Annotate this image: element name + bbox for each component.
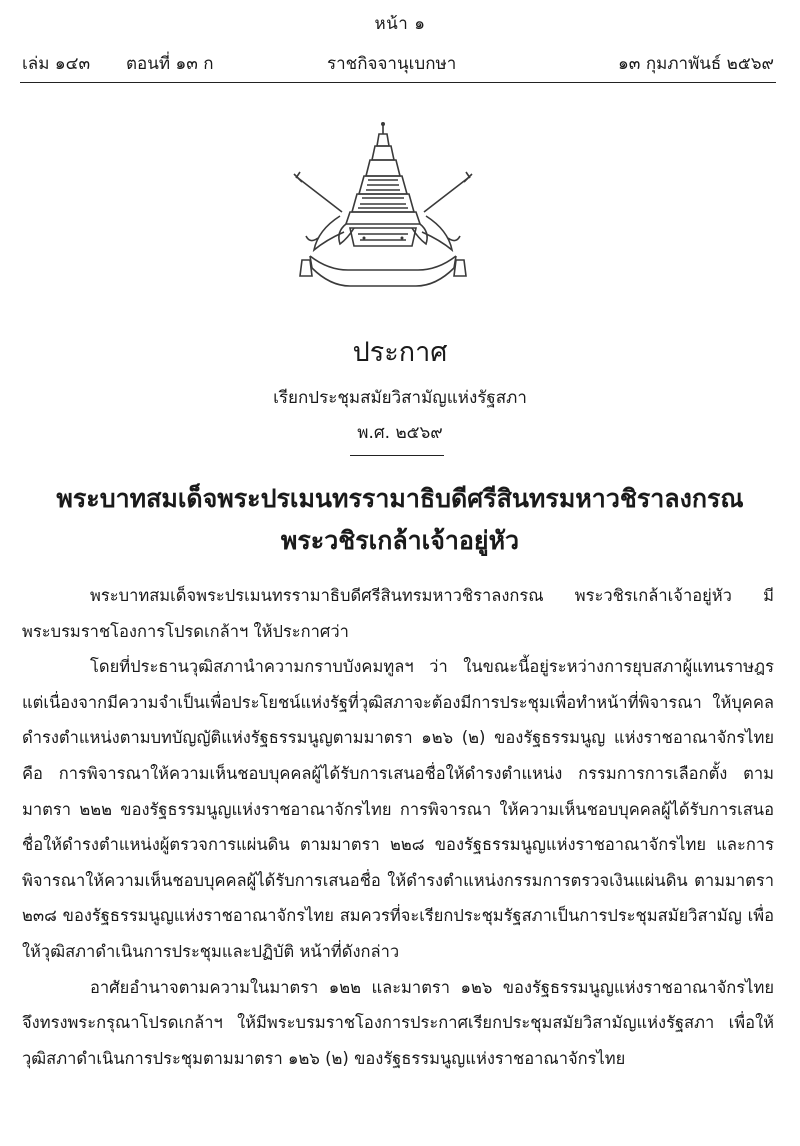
volume-label: เล่ม ๑๔๓	[22, 54, 91, 74]
king-name-heading	[0, 478, 800, 562]
issue-label: ตอนที่ ๑๓ ก	[126, 54, 214, 74]
announcement-body	[22, 578, 774, 1076]
publication-date: ๑๓ กุมภาพันธ์ ๒๕๖๙	[618, 54, 774, 74]
title-divider	[350, 455, 444, 456]
body-paragraph-1: พระบาทสมเด็จพระปรเมนทรรามาธิบดีศรีสินทรมหาวชิราลงกรณ พระวชิรเกล้าเจ้าอยู่หัว มีพระบรมราชโองการโปรดเกล้าฯ ให้ประกาศว่า	[22, 586, 774, 641]
royal-emblem-icon	[288, 120, 478, 298]
page-number: หน้า ๑	[374, 14, 426, 34]
body-paragraph-2: โดยที่ประธานวุฒิสภานำความกราบบังคมทูลฯ ว่า ในขณะนี้อยู่ระหว่างการยุบสภาผู้แทนราษฎร แต่เนื่องจากมีความจำเป็นเพื่อประโยชน์แห่งรัฐที่วุฒิสภาจะต้องมีการประชุมเพื่อทำหน้าที่พิจารณา ให้บุคคลดำรงตำแหน่งตามบทบัญญัติแห่งรัฐธรรมนูญตามมาตรา ๑๒๖ (๒) ของรัฐธรรมนูญ แห่งราชอาณาจักรไทย คือ การพิจารณาให้ความเห็นชอบบุคคลผู้ได้รับการเสนอชื่อให้ดำรงตำแหน่ง กรรมการการเลือกตั้ง ตามมาตรา ๒๒๒ ของรัฐธรรมนูญแห่งราชอาณาจักรไทย การพิจารณา ให้ความเห็นชอบบุคคลผู้ได้รับการเสนอชื่อให้ดำรงตำแหน่งผู้ตรวจการแผ่นดิน ตามมาตรา ๒๒๘ ของรัฐธรรมนูญแห่งราชอาณาจักรไทย และการพิจารณาให้ความเห็นชอบบุคคลผู้ได้รับการเสนอชื่อ ให้ดำรงตำแหน่งกรรมการตรวจเงินแผ่นดิน ตามมาตรา ๒๓๘ ของรัฐธรรมนูญแห่งราชอาณาจักรไทย สมควรที่จะเรียกประชุมรัฐสภาเป็นการประชุมสมัยวิสามัญ เพื่อให้วุฒิสภาดำเนินการประชุมและปฏิบัติ หน้าที่ดังกล่าว	[22, 657, 774, 961]
king-name-line-1: พระบาทสมเด็จพระปรเมนทรรามาธิบดีศรีสินทรมหาวชิราลงกรณ	[56, 484, 744, 513]
announcement-title: ประกาศ	[352, 337, 448, 368]
announcement-year: พ.ศ. ๒๕๖๙	[357, 423, 443, 443]
gazette-header-row	[22, 50, 774, 78]
king-name-line-2: พระวชิรเกล้าเจ้าอยู่หัว	[280, 526, 520, 555]
announcement-subject: เรียกประชุมสมัยวิสามัญแห่งรัฐสภา	[273, 388, 527, 408]
body-paragraph-3: อาศัยอำนาจตามความในมาตรา ๑๒๒ และมาตรา ๑๒๖ ของรัฐธรรมนูญแห่งราชอาณาจักรไทย จึงทรงพระกรุณาโปรดเกล้าฯ ให้มีพระบรมราชโองการประกาศเรียกประชุมสมัยวิสามัญแห่งรัฐสภา เพื่อให้วุฒิสภาดำเนินการประชุมตามมาตรา ๑๒๖ (๒) ของรัฐธรรมนูญแห่งราชอาณาจักรไทย	[22, 977, 774, 1068]
gazette-name: ราชกิจจานุเบกษา	[327, 54, 457, 74]
header-divider	[20, 82, 776, 83]
